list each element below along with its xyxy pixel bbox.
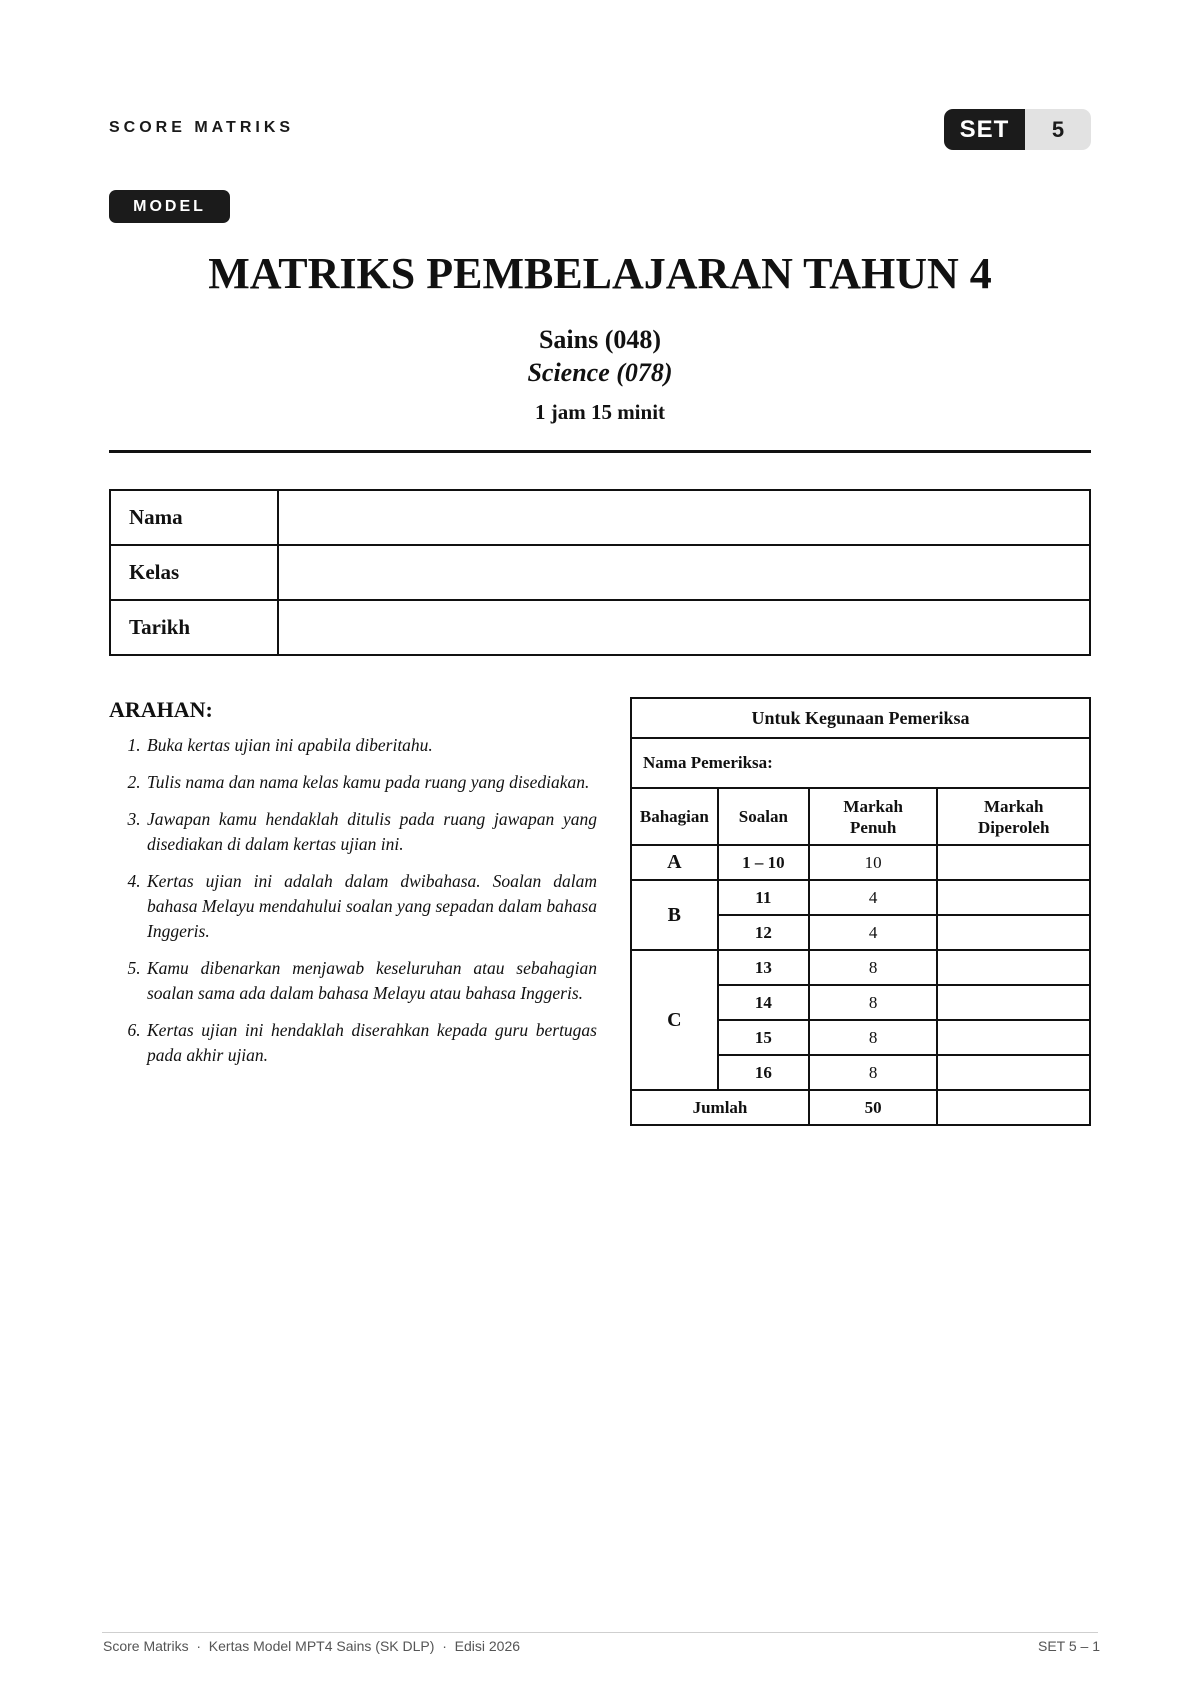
class-field[interactable]: [278, 545, 1090, 600]
obtained-marks-cell[interactable]: [937, 880, 1090, 915]
obtained-marks-cell[interactable]: [937, 1055, 1090, 1090]
footer-source: Score Matriks · Kertas Model MPT4 Sains (SK DLP) · Edisi 2026: [103, 1638, 521, 1654]
student-info-row: [110, 600, 1090, 655]
instruction-item: 2. Tulis nama dan nama kelas kamu pada ruang yang disediakan.: [145, 770, 597, 795]
total-obtained-marks[interactable]: [937, 1090, 1090, 1125]
full-marks-cell: 8: [809, 950, 937, 985]
total-row: [631, 1090, 1090, 1125]
question-cell: 15: [718, 1020, 809, 1055]
examiner-name-field[interactable]: Nama Pemeriksa:: [631, 738, 1090, 788]
student-info-row: [110, 545, 1090, 600]
full-marks-cell: 4: [809, 915, 937, 950]
page-title: MATRIKS PEMBELAJARAN TAHUN 4: [208, 249, 992, 298]
question-cell: 12: [718, 915, 809, 950]
student-info-row: [110, 490, 1090, 545]
name-field[interactable]: [278, 490, 1090, 545]
model-tag: MODEL: [109, 190, 230, 223]
full-marks-cell: 8: [809, 1055, 937, 1090]
col-header-question: Soalan: [718, 788, 809, 845]
col-header-full-marks: Markah Penuh: [809, 788, 937, 845]
title-divider: [109, 450, 1091, 453]
total-label: Jumlah: [631, 1090, 809, 1125]
obtained-marks-cell[interactable]: [937, 950, 1090, 985]
brand-label: SCORE MATRIKS: [109, 119, 295, 136]
exam-duration: 1 jam 15 minit: [534, 400, 666, 424]
question-cell: 11: [718, 880, 809, 915]
footer-page-number: SET 5 – 1: [1037, 1638, 1100, 1654]
instruction-item: 4. Kertas ujian ini adalah dalam dwibahasa. Soalan dalam bahasa Melayu mendahului soalan yang sepadan dalam bahasa Inggeris.: [145, 869, 597, 944]
question-cell: 16: [718, 1055, 809, 1090]
footer-divider: [102, 1632, 1098, 1633]
full-marks-cell: 4: [809, 880, 937, 915]
total-full-marks: 50: [809, 1090, 937, 1125]
subject-english: Science (078): [527, 358, 673, 387]
col-header-obtained-marks: Markah Diperoleh: [937, 788, 1090, 845]
student-info-table: [109, 489, 1091, 656]
obtained-marks-cell[interactable]: [937, 1020, 1090, 1055]
instruction-item: 1. Buka kertas ujian ini apabila diberitahu.: [145, 733, 597, 758]
question-cell: 14: [718, 985, 809, 1020]
subject-malay: Sains (048): [538, 325, 662, 354]
set-label: SET: [944, 109, 1025, 150]
full-marks-cell: 8: [809, 1020, 937, 1055]
set-badge: [944, 109, 1091, 150]
table-row: [631, 845, 1090, 880]
obtained-marks-cell[interactable]: [937, 915, 1090, 950]
instruction-item: 6. Kertas ujian ini hendaklah diserahkan kepada guru bertugas pada akhir ujian.: [145, 1018, 597, 1068]
examiner-heading: Untuk Kegunaan Pemeriksa: [631, 698, 1090, 738]
table-row: [631, 950, 1090, 985]
col-header-section: Bahagian: [631, 788, 718, 845]
instruction-item: 3. Jawapan kamu hendaklah ditulis pada ruang jawapan yang disediakan di dalam kertas ujian ini.: [145, 807, 597, 857]
set-number: 5: [1025, 109, 1091, 150]
section-b: B: [631, 880, 718, 950]
obtained-marks-cell[interactable]: [937, 985, 1090, 1020]
table-row: [631, 880, 1090, 915]
class-label: Kelas: [110, 545, 278, 600]
full-marks-cell: 8: [809, 985, 937, 1020]
date-label: Tarikh: [110, 600, 278, 655]
date-field[interactable]: [278, 600, 1090, 655]
instructions-list: [109, 733, 597, 1080]
name-label: Nama: [110, 490, 278, 545]
full-marks-cell: 10: [809, 845, 937, 880]
instructions-title: ARAHAN:: [109, 697, 213, 722]
instruction-item: 5. Kamu dibenarkan menjawab keseluruhan atau sebahagian soalan sama ada dalam bahasa Melayu atau bahasa Inggeris.: [145, 956, 597, 1006]
section-c: C: [631, 950, 718, 1090]
examiner-marks-table: [630, 697, 1091, 1126]
obtained-marks-cell[interactable]: [937, 845, 1090, 880]
question-cell: 13: [718, 950, 809, 985]
section-a: A: [631, 845, 718, 880]
question-cell: 1 – 10: [718, 845, 809, 880]
